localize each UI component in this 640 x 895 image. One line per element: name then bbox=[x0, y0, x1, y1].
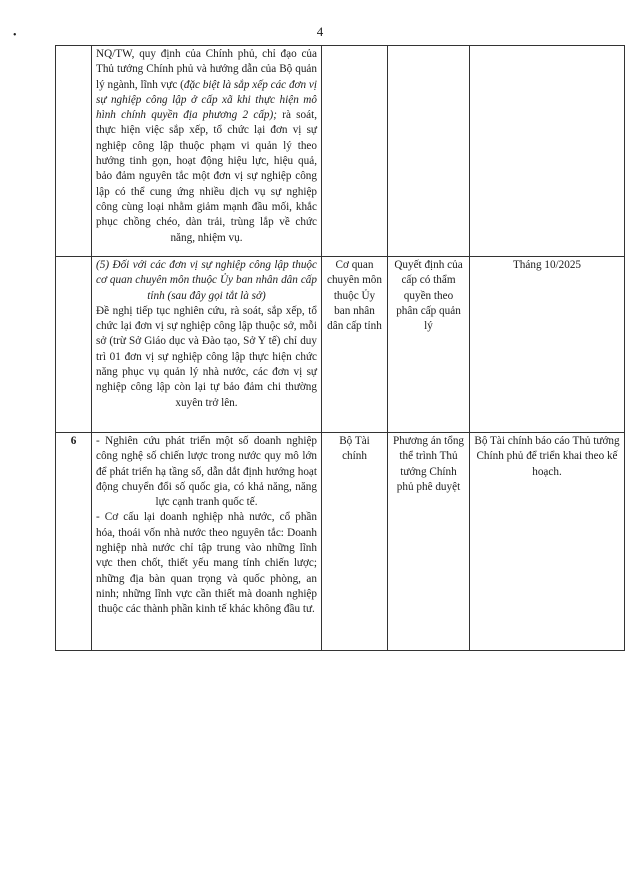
row-number-cell: 6 bbox=[56, 433, 92, 651]
agency-cell bbox=[322, 46, 388, 257]
row-number-cell bbox=[56, 46, 92, 257]
task-content-cell bbox=[92, 433, 322, 651]
output-cell: Quyết định của cấp có thẩm quyền theo phân cấp quản lý bbox=[388, 257, 470, 433]
row-number-cell bbox=[56, 257, 92, 433]
deadline-cell bbox=[470, 46, 625, 257]
task-body: Đề nghị tiếp tục nghiên cứu, rà soát, sắp xếp, tổ chức lại đơn vị sự nghiệp công lập thuộc sở, mỗi sở (trừ Sở Giáo dục và Đào tạo, Sở Y tế) chỉ duy trì 01 đơn vị sự nghiệp công lập thực hiện chức năng phục vụ quản lý nhà nước, các đơn vị sự nghiệp công lập còn lại tự bảo đảm chi thường xuyên trở lên. bbox=[96, 304, 317, 409]
content-segment: rà soát, thực hiện việc sắp xếp, tổ chức lại đơn vị sự nghiệp công lập thuộc phạm vi quản lý theo hướng tinh gọn, hoạt động hiệu lực, hiệu quả, bảo đảm nguyên tắc một đơn vị sự nghiệp công lập có thể cung ứng nhiều dịch vụ sự nghiệp công cùng loại nhằm giảm mạnh đầu mối, khắc phục chồng chéo, dàn trải, trùng lắp về chức năng, nhiệm vụ. bbox=[96, 109, 317, 244]
content-segment-italic: đặc biệt là sắp xếp các đơn vị sự nghiệp công lập ở cấp xã khi thực hiện mô hình chính quyền địa phương 2 cấp); bbox=[96, 78, 317, 122]
deadline-cell: Bộ Tài chính báo cáo Thủ tướng Chính phủ để triển khai theo kế hoạch. bbox=[470, 433, 625, 651]
task-table bbox=[55, 45, 625, 651]
content-segment: NQ/TW, quy định của Chính phủ, chỉ đạo của Thủ tướng Chính phủ và hướng dẫn của Bộ quản lý ngành, lĩnh vực ( bbox=[96, 48, 317, 91]
task-heading: (5) Đối với các đơn vị sự nghiệp công lập thuộc cơ quan chuyên môn thuộc Ủy ban nhân dân cấp tỉnh (sau đây gọi tắt là sở) bbox=[96, 259, 317, 302]
table-row bbox=[56, 433, 625, 651]
agency-cell: Cơ quan chuyên môn thuộc Ủy ban nhân dân cấp tỉnh bbox=[322, 257, 388, 433]
table-row bbox=[56, 46, 625, 257]
output-cell bbox=[388, 46, 470, 257]
table-row bbox=[56, 257, 625, 433]
output-cell: Phương án tổng thể trình Thủ tướng Chính phủ phê duyệt bbox=[388, 433, 470, 651]
task-paragraph: - Nghiên cứu phát triển một số doanh nghiệp công nghệ số chiến lược trong nước quy mô lớn để phát triển hạ tầng số, dẫn dắt định hướng hoạt động chuyển đổi số quốc gia, có khả năng, năng lực cạnh tranh quốc tế. bbox=[96, 435, 317, 509]
task-content-cell bbox=[92, 257, 322, 433]
page-number: 4 bbox=[316, 24, 324, 39]
task-content-cell bbox=[92, 46, 322, 257]
agency-cell: Bộ Tài chính bbox=[322, 433, 388, 651]
task-paragraph: - Cơ cấu lại doanh nghiệp nhà nước, cổ phần hóa, thoái vốn nhà nước theo nguyên tắc: Doanh nghiệp nhà nước chỉ tập trung vào những lĩnh vực then chốt, thiết yếu mang tính chiến lược; những địa bàn quan trọng và quốc phòng, an ninh; những lĩnh vực cần thiết mà doanh nghiệp thuộc các thành phần kinh tế khác không đầu tư. bbox=[96, 511, 317, 616]
corner-mark: • bbox=[13, 30, 17, 41]
deadline-cell: Tháng 10/2025 bbox=[470, 257, 625, 433]
